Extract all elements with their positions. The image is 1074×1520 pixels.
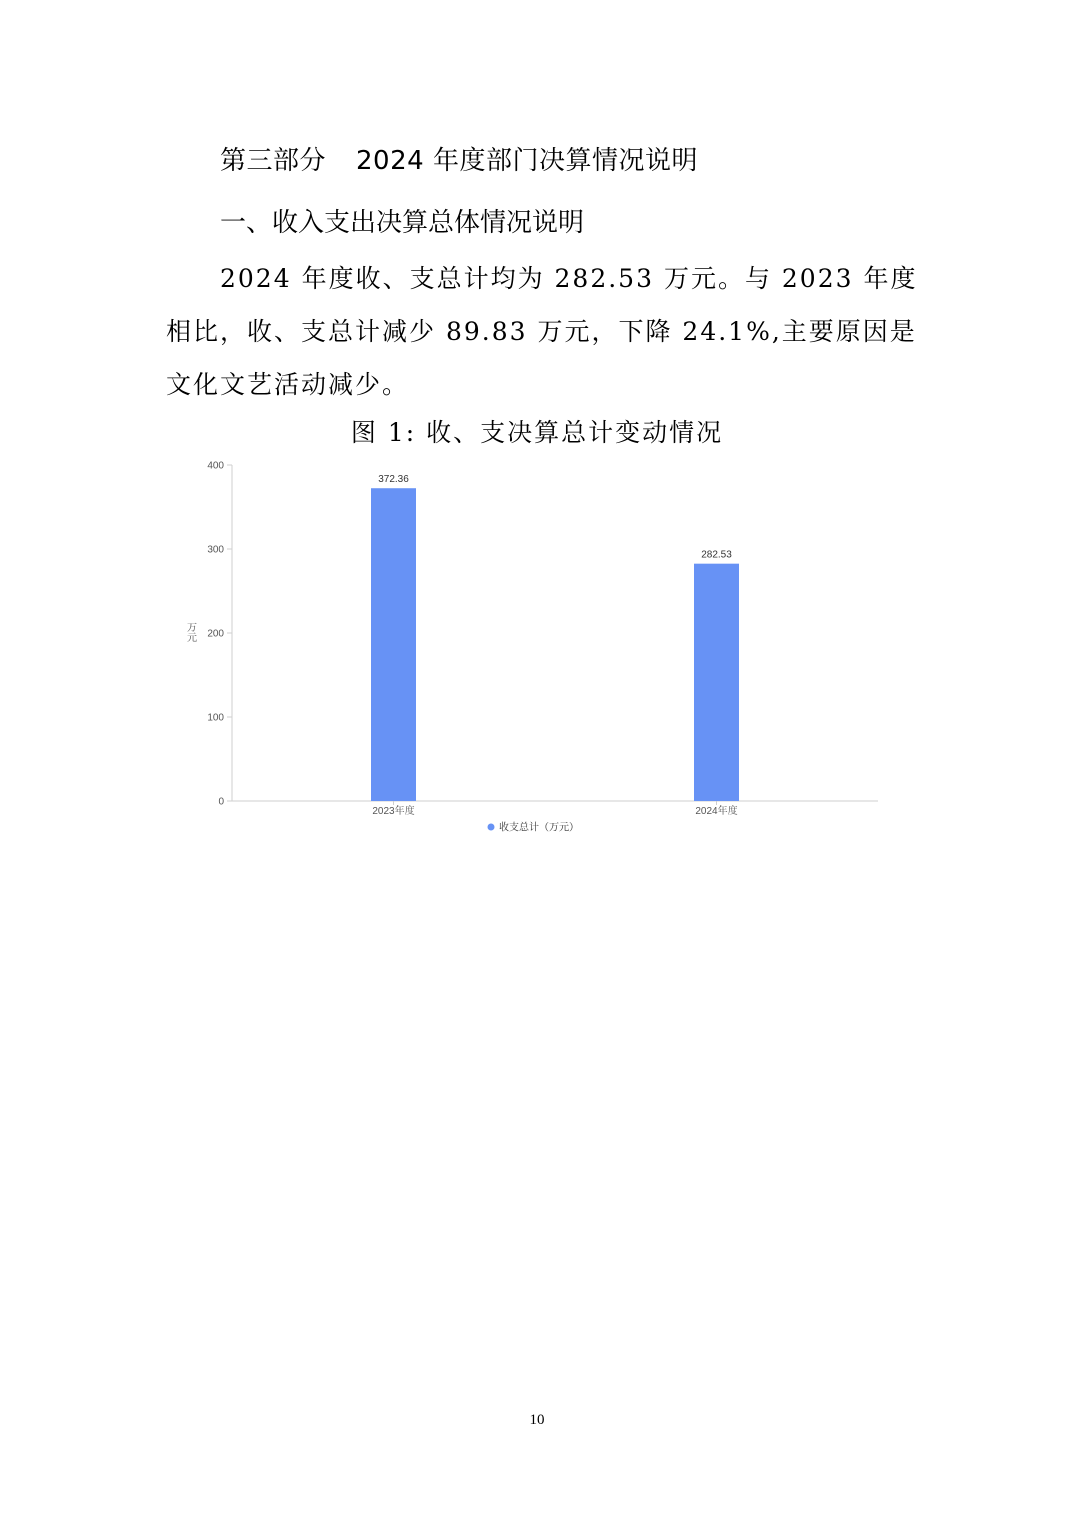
y-axis-label: 万元 xyxy=(187,623,197,644)
bar-value-label: 282.53 xyxy=(701,549,732,561)
legend-marker xyxy=(488,824,495,831)
y-tick-label: 100 xyxy=(207,712,224,724)
page-number: 10 xyxy=(529,1412,545,1428)
figure-caption: 图 1: 收、支决算总计变动情况 xyxy=(350,418,724,447)
part-label: 第三部分 xyxy=(220,146,327,176)
y-tick-label: 200 xyxy=(207,628,224,640)
y-tick-label: 0 xyxy=(218,796,224,808)
bar xyxy=(371,488,416,801)
y-tick-label: 300 xyxy=(207,544,224,556)
x-tick-label: 2024年度 xyxy=(695,806,738,817)
bar-chart xyxy=(170,455,890,845)
legend-label: 收支总计（万元） xyxy=(499,822,579,834)
bar xyxy=(694,564,739,801)
y-tick-label: 400 xyxy=(207,460,224,472)
part-heading xyxy=(220,140,698,177)
bar-value-label: 372.36 xyxy=(378,474,409,486)
section-title: 一、收入支出决算总体情况说明 xyxy=(220,208,585,238)
part-title: 2024 年度部门决算情况说明 xyxy=(356,146,698,176)
x-tick-label: 2023年度 xyxy=(372,806,415,817)
body-paragraph: 2024 年度收、支总计均为 282.53 万元。与 2023 年度相比，收、支总计减少 89.83 万元，下降 24.1%,主要原因是文化文艺活动减少。 xyxy=(166,264,918,399)
